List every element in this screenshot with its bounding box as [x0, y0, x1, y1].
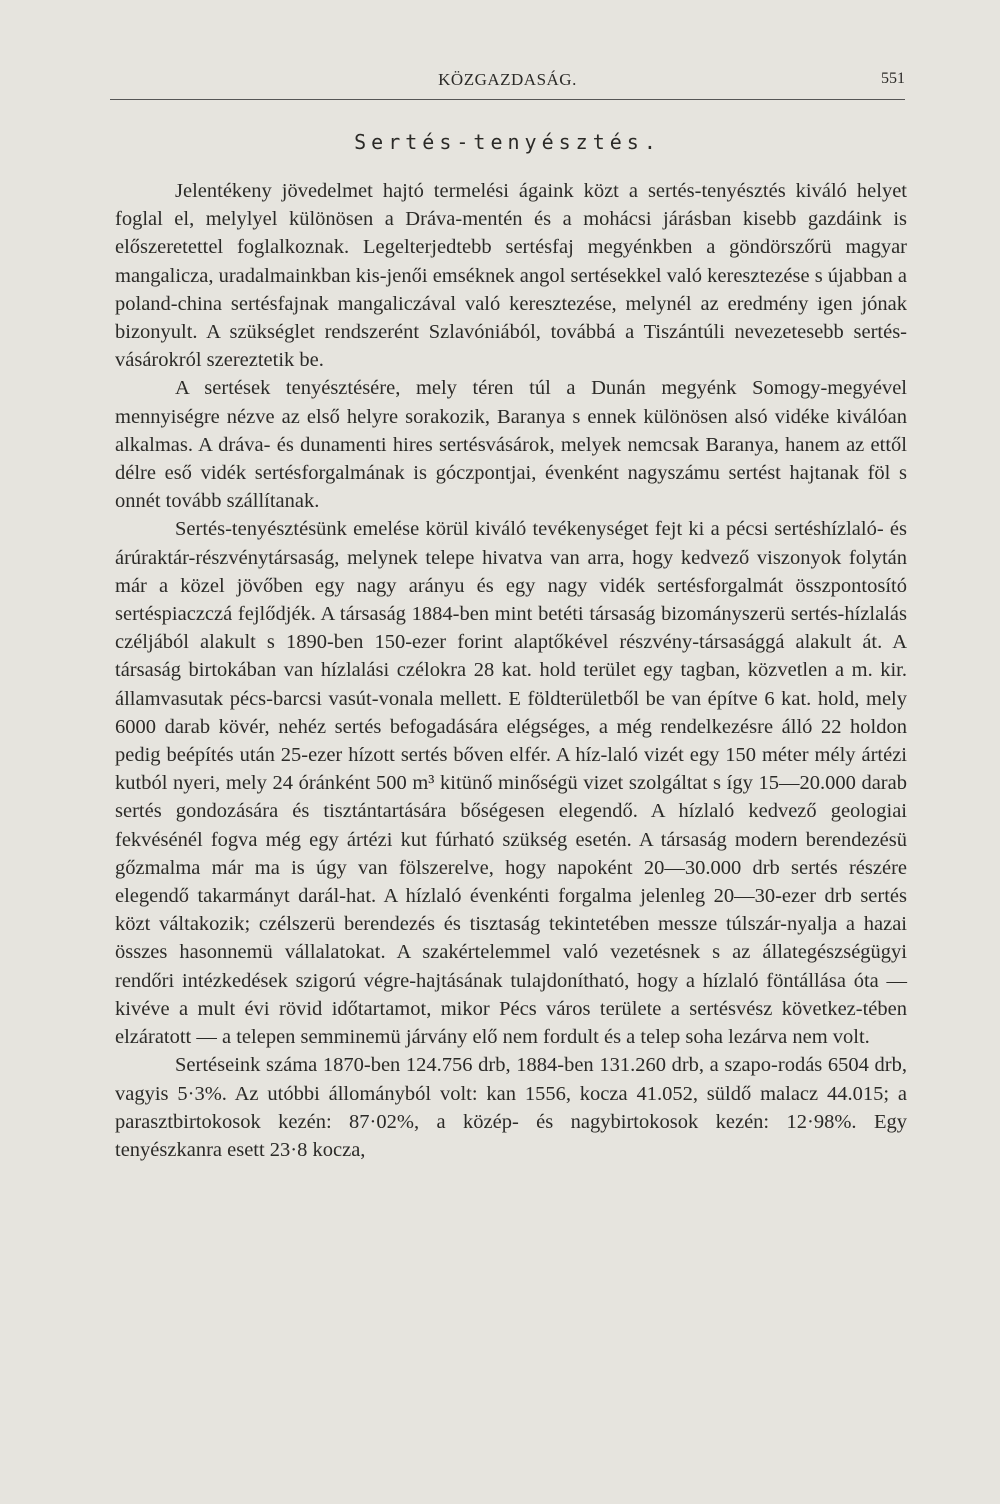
paragraph: Sertés-tenyésztésünk emelése körül kiváló tevékenységet fejt ki a pécsi sertéshízlaló- és árúraktár-részvénytársaság, melynek telepe hivatva van arra, hogy kedvező viszonyok folytán már a közel jövőben egy nagy arányu és egy nagy vidék sertésforgalmát összpontosító sertéspiaczczá fejlődjék. A társaság 1884-ben mint betéti társaság bizományszerü sertés-hízlalás czéljából alakult s 1890-ben 150-ezer forint alaptőkével részvény-társasággá alakult át. A társaság birtokában van hízlalási czélokra 28 kat. hold terület egy tagban, közvetlen a m. kir. államvasutak pécs-barcsi vasút-vonala mellett. E földterületből be van építve 6 kat. hold, mely 6000 darab kövér, nehéz sertés befogadására elégséges, a még rendelkezésre álló 22 holdon pedig beépítés után 25-ezer hízott sertés bőven elfér. A híz-laló vizét egy 150 méter mély ártézi kutból nyeri, mely 24 óránként 500 m³ kitünő minőségü vizet szolgáltat s így 15—20.000 darab sertés gondozására és tisztántartására bőségesen elegendő. A hízlaló kedvező geologiai fekvésénél fogva még egy ártézi kut fúrható szükség esetén. A társaság modern berendezésü gőzmalma már ma is úgy van fölszerelve, hogy napoként 20—30.000 drb sertés részére elegendő takarmányt darál-hat. A hízlaló évenkénti forgalma jelenleg 20—30-ezer drb sertés közt váltakozik; czélszerü berendezés és tisztaság tekintetében messze túlszár-nyalja a hazai összes hasonnemü vállalatokat. A szakértelemmel való vezetésnek s az állategészségügyi rendőri intézkedések szigorú végre-hajtásának tulajdonítható, hogy a hízlaló föntállása óta — kivéve a mult évi rövid időtartamot, mikor Pécs város területe a sertésvész következ-tében elzáratott — a telepen semminemü járvány elő nem fordult és a telep soha lezárva nem volt.	[115, 518, 907, 1049]
running-head: KÖZGAZDASÁG.	[438, 70, 577, 89]
page-number: 551	[881, 70, 905, 87]
paragraph: A sertések tenyésztésére, mely téren túl a Dunán megyénk Somogy-megyével mennyiségre nézve az első helyre sorakozik, Baranya s ennek különösen alsó vidéke kiválóan alkalmas. A dráva- és dunamenti hires sertésvásárok, melyek nemcsak Baranya, hanem az ettől délre eső vidék sertésforgalmának is góczpontjai, évenként nagyszámu sertést hajtanak föl s onnét tovább szállítanak.	[115, 377, 907, 513]
paragraph: Sertéseink száma 1870-ben 124.756 drb, 1884-ben 131.260 drb, a szapo-rodás 6504 drb, vagyis 5·3%. Az utóbbi állományból volt: kan 1556, kocza 41.052, süldő malacz 44.015; a parasztbirtokosok kezén: 87·02%, a közép- és nagybirtokosok kezén: 12·98%. Egy tenyészkanra esett 23·8 kocza,	[115, 1054, 907, 1161]
paragraph: Jelentékeny jövedelmet hajtó termelési ágaink közt a sertés-tenyésztés kiváló helyet foglal el, melylyel különösen a Dráva-mentén és a mohácsi járásban kisebb gazdáink is előszeretettel foglalkoznak. Legelterjedtebb sertésfaj megyénkben a göndörszőrü magyar mangalicza, uradalmainkban kis-jenői emséknek angol sertésekkel való keresztezése s újabban a poland-china sertésfajnak mangaliczával való keresztezése, melynél az eredmény igen jónak bizonyult. A szükséglet rendszerént Szlavóniából, továbbá a Tiszántúli nevezetesebb sertés-vásárokról szereztetik be.	[115, 180, 907, 372]
body-text	[115, 177, 907, 1164]
header-rule	[110, 99, 905, 100]
page-header	[110, 70, 905, 100]
section-title: Sertés-tenyésztés.	[354, 130, 661, 154]
